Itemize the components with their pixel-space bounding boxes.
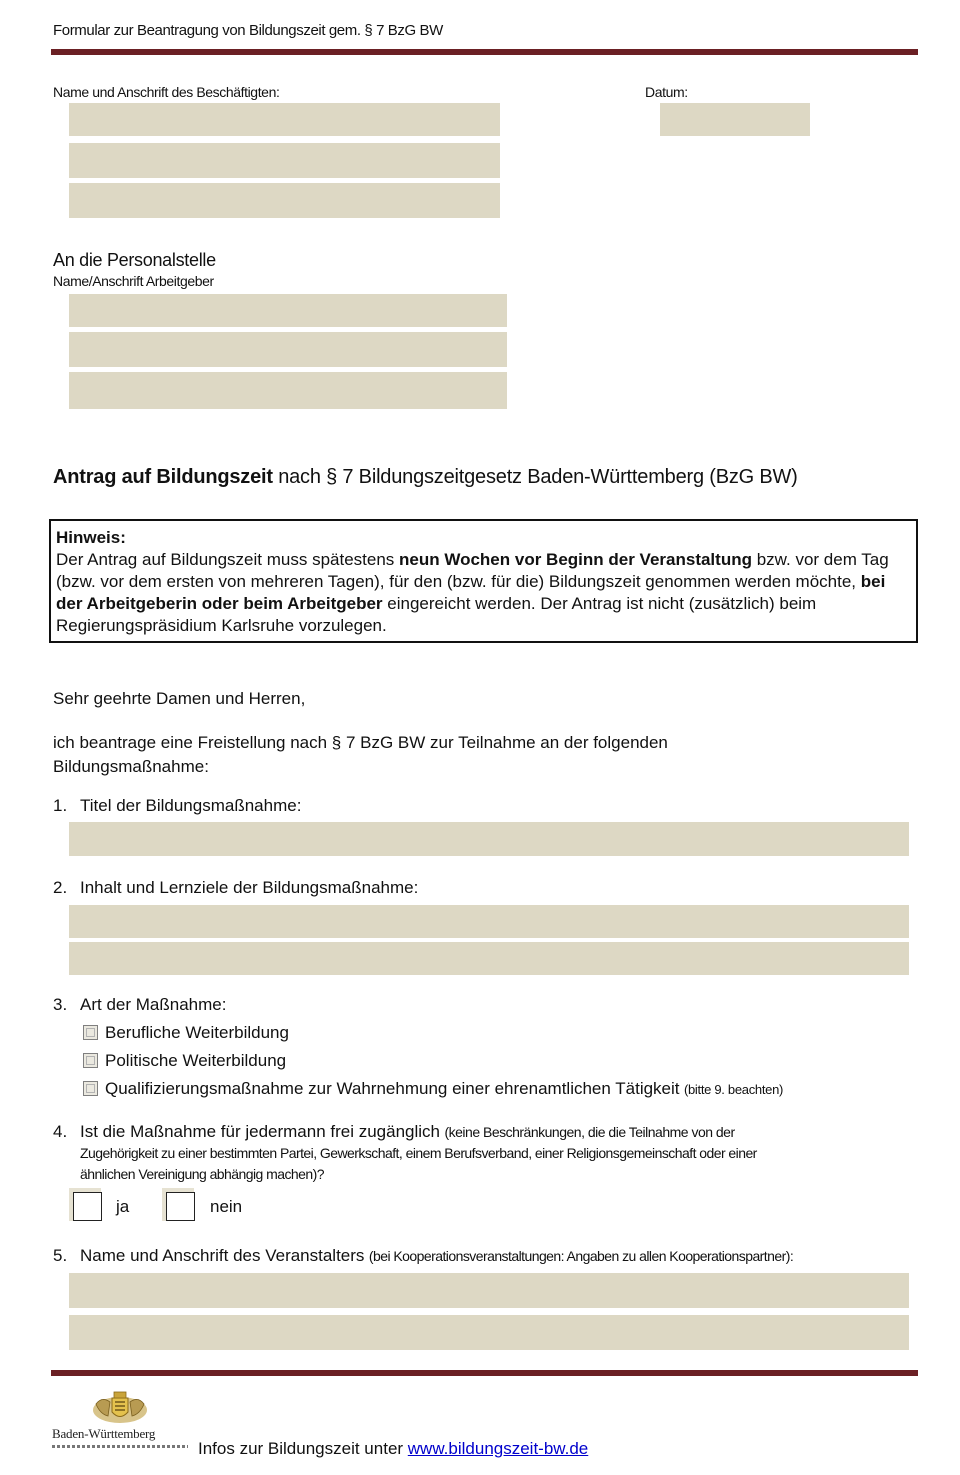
q2-label: Inhalt und Lernziele der Bildungsmaßnahme: — [80, 878, 419, 897]
employee-name-field[interactable] — [69, 103, 500, 136]
intro-line-1: ich beantrage eine Freistellung nach § 7 BzG BW zur Teilnahme an der folgenden — [53, 733, 668, 752]
notice-text-1: Der Antrag auf Bildungszeit muss spätestens — [56, 550, 400, 569]
notice-text-3: eingereicht werden. Der Antrag ist nicht (zusätzlich) beim Regierungspräsidium Karlsruhe vorzulegen. — [56, 594, 817, 635]
footer-info — [198, 1439, 588, 1459]
course-content-field-2[interactable] — [69, 942, 909, 975]
employee-label: Name und Anschrift des Beschäftigten: — [53, 84, 280, 100]
q5-question-line — [80, 1246, 793, 1266]
notice-text-2: bzw. vor dem Tag (bzw. vor dem ersten von mehreren Tagen), für den (bzw. für die) Bildungszeit genommen werden möchte, — [56, 550, 889, 591]
q3-label: Art der Maßnahme: — [80, 995, 227, 1014]
no-label: nein — [210, 1197, 243, 1216]
q3-number: 3. — [53, 995, 68, 1014]
option-qualification-note: (bitte 9. beachten) — [683, 1082, 784, 1097]
option-political-label: Politische Weiterbildung — [105, 1051, 287, 1070]
option-professional-label: Berufliche Weiterbildung — [105, 1023, 289, 1042]
course-title-field[interactable] — [69, 822, 909, 856]
form-title-rest: nach § 7 Bildungszeitgesetz Baden-Württemberg (BzG BW) — [272, 466, 798, 488]
notice-box — [49, 519, 918, 643]
q4-note-3: ähnlichen Vereinigung abhängig machen)? — [80, 1166, 324, 1182]
employee-address-field-2[interactable] — [69, 183, 500, 218]
organizer-field-1[interactable] — [69, 1273, 909, 1308]
q5-label: Name und Anschrift des Veranstalters — [80, 1246, 365, 1265]
form-header-title: Formular zur Beantragung von Bildungszeit gem. § 7 BzG BW — [53, 22, 443, 39]
salutation: Sehr geehrte Damen und Herren, — [53, 689, 306, 708]
q5-note: (bei Kooperationsveranstaltungen: Angaben zu allen Kooperationspartner): — [368, 1248, 794, 1264]
employee-address-field-1[interactable] — [69, 143, 500, 178]
q2-number: 2. — [53, 878, 68, 897]
q1-label: Titel der Bildungsmaßnahme: — [80, 796, 302, 815]
q4-question-line — [80, 1122, 735, 1142]
option-political-checkbox[interactable] — [83, 1053, 98, 1068]
footer-website-link[interactable]: www.bildungszeit-bw.de — [407, 1439, 589, 1458]
q5-number: 5. — [53, 1246, 68, 1265]
employer-field-2[interactable] — [69, 332, 507, 367]
q4-note-1: (keine Beschränkungen, die die Teilnahme von der — [444, 1124, 735, 1140]
form-title-bold: Antrag auf Bildungszeit — [53, 466, 273, 488]
employer-heading: An die Personalstelle — [53, 250, 216, 270]
employer-sublabel: Name/Anschrift Arbeitgeber — [53, 273, 214, 289]
footer-info-text: Infos zur Bildungszeit unter — [198, 1439, 408, 1458]
logo-underline — [52, 1445, 188, 1448]
notice-bold-2: bei der Arbeitgeberin oder beim Arbeitgeber — [56, 572, 886, 613]
date-label: Datum: — [645, 84, 688, 100]
intro-line-2: Bildungsmaßnahme: — [53, 757, 209, 776]
no-checkbox[interactable] — [166, 1192, 195, 1221]
course-content-field-1[interactable] — [69, 905, 909, 938]
option-professional-checkbox[interactable] — [83, 1025, 98, 1040]
notice-heading: Hinweis: — [56, 528, 126, 547]
coat-of-arms-icon — [92, 1390, 148, 1424]
option-qualification-label: Qualifizierungsmaßnahme zur Wahrnehmung einer ehrenamtlichen Tätigkeit — [105, 1079, 680, 1098]
q4-number: 4. — [53, 1122, 68, 1141]
header-rule — [51, 49, 918, 55]
organizer-field-2[interactable] — [69, 1315, 909, 1350]
yes-label: ja — [116, 1197, 130, 1216]
logo-text: Baden-Württemberg — [52, 1426, 156, 1441]
form-title — [53, 466, 798, 489]
q4-label: Ist die Maßnahme für jedermann frei zugänglich — [80, 1122, 441, 1141]
q4-note-2: Zugehörigkeit zu einer bestimmten Partei, Gewerkschaft, einem Berufsverband, einer Religionsgemeinschaft oder einer — [80, 1145, 757, 1161]
notice-bold-1: neun Wochen vor Beginn der Veranstaltung — [399, 550, 752, 569]
employer-field-1[interactable] — [69, 294, 507, 327]
option-qualification-checkbox[interactable] — [83, 1081, 98, 1096]
option-qualification-line — [105, 1079, 783, 1099]
yes-checkbox[interactable] — [73, 1192, 102, 1221]
q1-number: 1. — [53, 796, 68, 815]
employer-field-3[interactable] — [69, 372, 507, 409]
date-field[interactable] — [660, 103, 810, 136]
footer-rule — [51, 1370, 918, 1376]
